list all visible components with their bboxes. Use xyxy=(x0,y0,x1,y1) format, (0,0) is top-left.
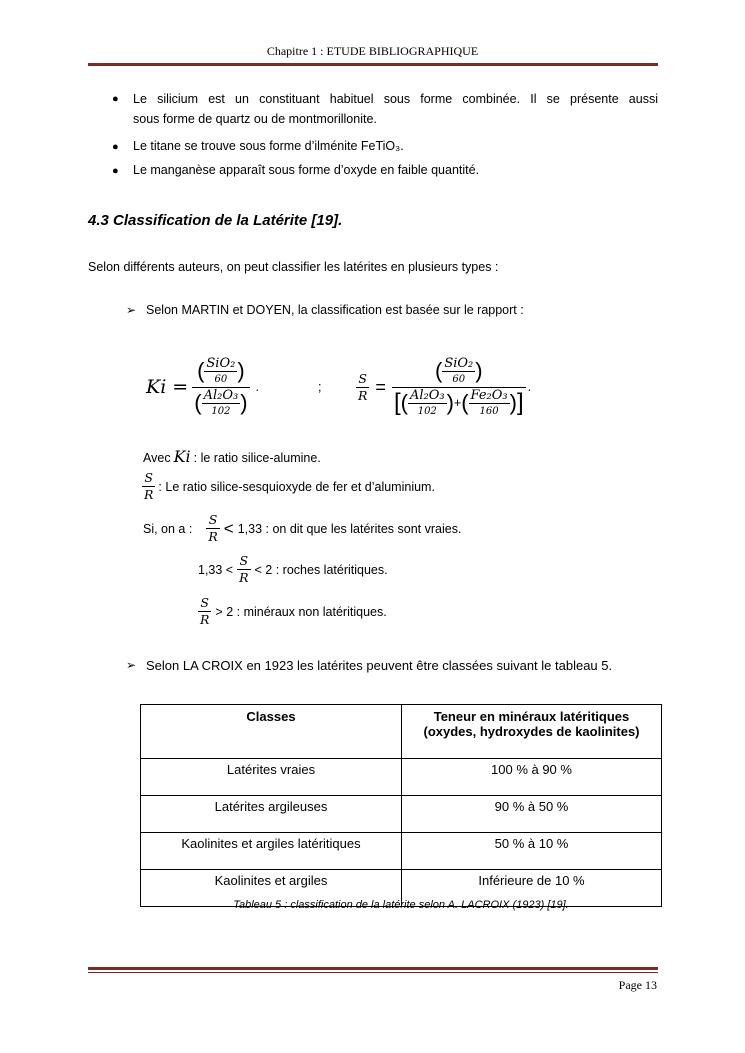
r-symbol: R xyxy=(358,387,368,403)
table-cell: Kaolinites et argiles xyxy=(141,870,402,907)
table-cell: 90 % à 50 % xyxy=(402,796,662,833)
condition-2-left: 1,33 < xyxy=(198,562,234,577)
formula-separator: ; xyxy=(318,380,322,394)
header-rule xyxy=(88,63,658,66)
sio2-divisor: 60 xyxy=(214,373,228,385)
bullet-dot: ● xyxy=(112,141,119,153)
sr-fraction-cond2: $\frac{S}{R}$ xyxy=(239,553,249,585)
condition-3-text: > 2 : minéraux non latéritiques. xyxy=(215,604,387,619)
table-row xyxy=(141,796,662,833)
classification-table xyxy=(140,704,662,907)
sr-fraction: $\frac{S}{R}$ xyxy=(144,470,154,502)
ki-definition-text: : le ratio silice-alumine. xyxy=(193,451,321,465)
table-cell: 50 % à 10 % xyxy=(402,833,662,870)
section-intro: Selon différents auteurs, on peut classifier les latérites en plusieurs types : xyxy=(88,260,499,274)
footer-rule xyxy=(88,967,658,970)
table-header-row xyxy=(141,705,662,759)
bullet-silicium-line2: sous forme de quartz ou de montmorillonite. xyxy=(133,112,377,126)
s-over-r-fraction: ( $\frac{\text{SiO₂}}{60}$ ) [ ( $\frac{\text{Al₂O₃}}{102}$ ) + ( $\frac{\text{Fe₂O₃}}{160}$ ) ] xyxy=(393,355,524,417)
arrow-bullet-icon: ➢ xyxy=(126,658,137,672)
condition-1 xyxy=(143,512,461,545)
table-caption: Tableau 5 : classification de la latérite selon A. LACROIX (1923) [19]. xyxy=(233,899,569,911)
plus-sign: + xyxy=(453,396,462,410)
condition-2-text: < 2 : roches latéritiques. xyxy=(254,562,388,577)
table-cell: Latérites argileuses xyxy=(141,796,402,833)
fe2o3-divisor: 160 xyxy=(479,405,499,417)
bullet-manganese: Le manganèse apparaît sous forme d’oxyde en faible quantité. xyxy=(133,163,480,177)
table-cell: Latérites vraies xyxy=(141,759,402,796)
footer-rule-thin xyxy=(88,972,658,973)
header-teneur xyxy=(402,705,662,759)
header-classes: Classes xyxy=(141,705,402,759)
al2o3-symbol-2: Al₂O₃ xyxy=(409,387,445,403)
condition-3 xyxy=(198,595,387,628)
page-header-title: Chapitre 1 : ETUDE BIBLIOGRAPHIQUE xyxy=(266,44,479,58)
lacroix-text: Selon LA CROIX en 1923 les latérites peuvent être classées suivant le tableau 5. xyxy=(146,658,613,673)
martin-doyen-text: Selon MARTIN et DOYEN, la classification est basée sur le rapport : xyxy=(146,303,524,317)
s-symbol: S xyxy=(358,370,367,386)
table-cell: Inférieure de 10 % xyxy=(402,870,662,907)
ki-formula xyxy=(146,352,259,422)
ki-fraction: ( $\frac{\text{SiO₂}}{60}$ ) ( $\frac{\text{Al₂O₃}}{102}$ ) xyxy=(194,355,248,417)
fe2o3-symbol: Fe₂O₃ xyxy=(470,387,508,403)
si-on-a-label: Si, on a : xyxy=(143,521,193,536)
table-row xyxy=(141,759,662,796)
bullet-silicium-line1: Le silicium est un constituant habituel sous forme combinée. Il se présente aussi xyxy=(133,92,658,106)
s-over-r-label xyxy=(356,371,369,404)
s-over-r-formula xyxy=(356,352,531,422)
al2o3-divisor-2: 102 xyxy=(417,405,437,417)
page-number: Page 13 xyxy=(618,978,657,992)
sio2-divisor-2: 60 xyxy=(452,373,466,385)
bullet-dot: ● xyxy=(112,165,119,177)
ki-period: . xyxy=(255,380,260,394)
condition-2 xyxy=(198,553,388,586)
sr-definition-text: : Le ratio silice-sesquioxyde de fer et d’aluminium. xyxy=(158,479,435,494)
s-over-r-period: . xyxy=(527,380,532,394)
header-teneur-line2: (oxydes, hydroxydes de kaolinites) xyxy=(423,724,640,739)
sio2-symbol: SiO₂ xyxy=(206,355,236,371)
ki-label: Ki = xyxy=(146,376,189,398)
sio2-symbol-2: SiO₂ xyxy=(444,355,474,371)
ki-definition xyxy=(143,447,321,466)
condition-1-text: 1,33 : on dit que les latérites sont vraies. xyxy=(237,521,462,536)
avec-label: Avec xyxy=(143,451,171,465)
ki-symbol: Ki xyxy=(173,447,191,466)
section-heading: 4.3 Classification de la Latérite [19]. xyxy=(88,212,343,229)
equals-sign: = xyxy=(375,376,386,397)
al2o3-symbol: Al₂O₃ xyxy=(203,387,239,403)
sr-fraction-cond1: $\frac{S}{R}$ xyxy=(208,512,218,544)
al2o3-divisor: 102 xyxy=(211,405,231,417)
sr-fraction-cond3: $\frac{S}{R}$ xyxy=(200,595,210,627)
table-cell: Kaolinites et argiles latéritiques xyxy=(141,833,402,870)
table-row xyxy=(141,833,662,870)
arrow-bullet-icon: ➢ xyxy=(126,303,137,317)
less-than-sign: < xyxy=(223,518,234,538)
sr-definition xyxy=(142,470,435,503)
bullet-titane: Le titane se trouve sous forme d’ilménite FeTiO₃. xyxy=(133,139,404,153)
header-teneur-line1: Teneur en minéraux latéritiques xyxy=(433,709,630,724)
bullet-dot: ● xyxy=(112,93,119,105)
table-cell: 100 % à 90 % xyxy=(402,759,662,796)
